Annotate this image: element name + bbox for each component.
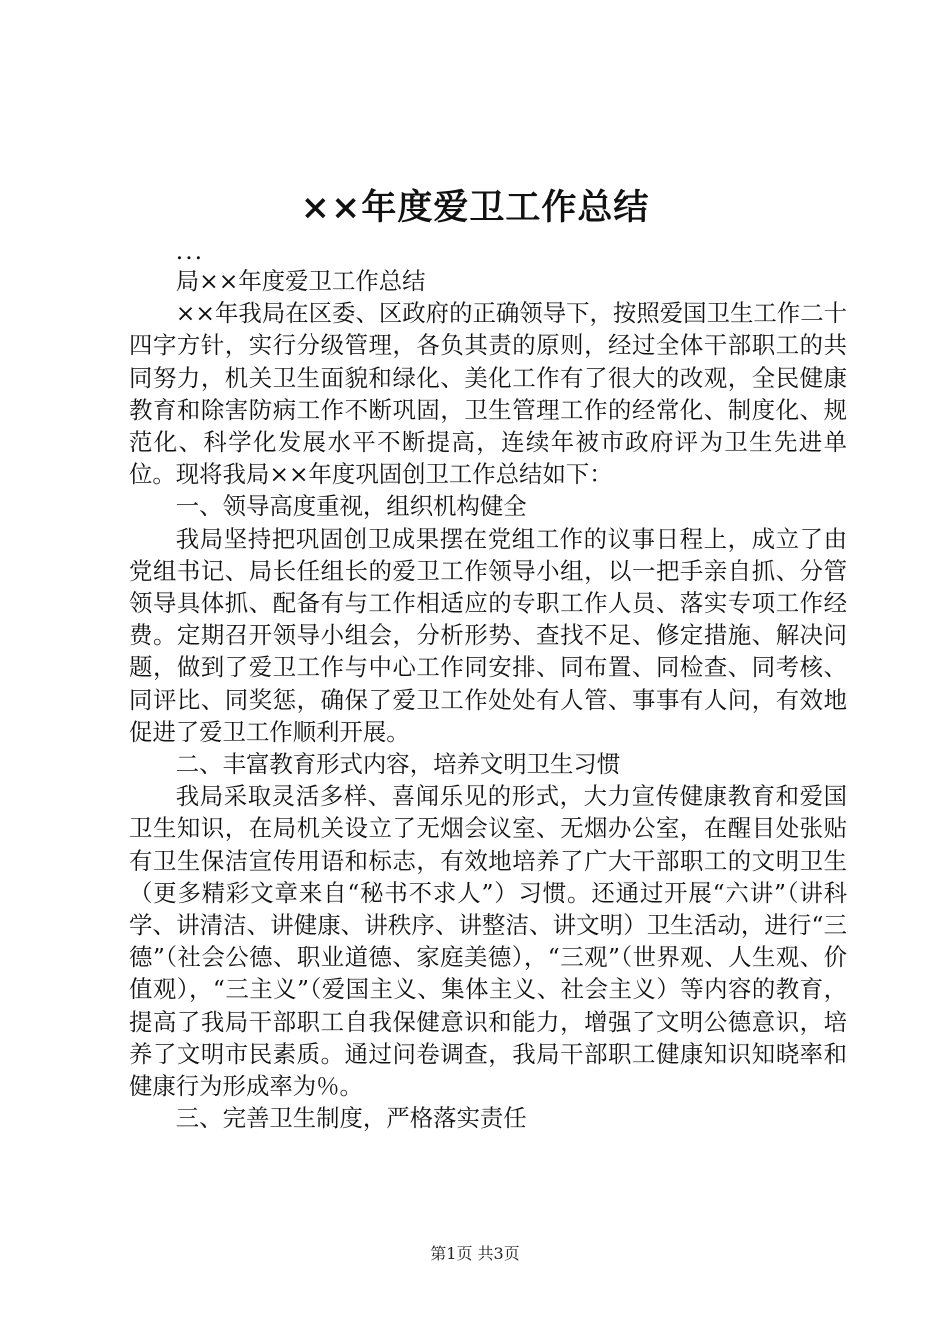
section-heading-1: 一、领导高度重视，组织机构健全 [175,492,527,521]
section-heading-3: 三、完善卫生制度，严格落实责任 [175,1104,527,1133]
paragraph-intro: ××年我局在区委、区政府的正确领导下，按照爱国卫生工作二十四字方针，实行分级管理，各负其责的原则，经过全体干部职工的共同努力，机关卫生面貌和绿化、美化工作有了很大的改观，全民健康教育和除害防病工作不断巩固，卫生管理工作的经常化、制度化、规范化、科学化发展水平不断提高，连续年被市政府评为卫生先进单位。现将我局××年度巩固创卫工作总结如下： [129,299,847,489]
ellipsis-marker: ... [175,237,205,265]
section-heading-2: 二、丰富教育形式内容，培养文明卫生习惯 [175,750,621,779]
paragraph-section-1: 我局坚持把巩固创卫成果摆在党组工作的议事日程上，成立了由党组书记、局长任组长的爱卫工作领导小组，以一把手亲自抓、分管领导具体抓、配备有与工作相适应的专职工作人员、落实专项工作经费。定期召开领导小组会，分析形势、查找不足、修定措施、解决问题，做到了爱卫工作与中心工作同安排、同布置、同检查、同考核、同评比、同奖惩，确保了爱卫工作处处有人管、事事有人问，有效地促进了爱卫工作顺利开展。 [129,524,847,746]
document-title: ××年度爱卫工作总结 [300,187,650,228]
paragraph-section-2: 我局采取灵活多样、喜闻乐见的形式，大力宣传健康教育和爱国卫生知识，在局机关设立了无烟会议室、无烟办公室，在醒目处张贴有卫生保洁宣传用语和标志，有效地培养了广大干部职工的文明卫生（更多精彩文章来自“秘书不求人”）习惯。还通过开展“六讲”（讲科学、讲清洁、讲健康、讲秩序、讲整洁、讲文明）卫生活动，进行“三德”（社会公德、职业道德、家庭美德），“三观”（世界观、人生观、价值观），“三主义”（爱国主义、集体主义、社会主义）等内容的教育，提高了我局干部职工自我保健意识和能力，增强了文明公德意识，培养了文明市民素质。通过问卷调查，我局干部职工健康知识知晓率和健康行为形成率为％。 [129,782,847,1101]
document-body [129,237,847,1134]
page-number-footer: 第1页 共3页 [430,1244,520,1263]
document-subtitle: 局××年度爱卫工作总结 [175,267,426,295]
